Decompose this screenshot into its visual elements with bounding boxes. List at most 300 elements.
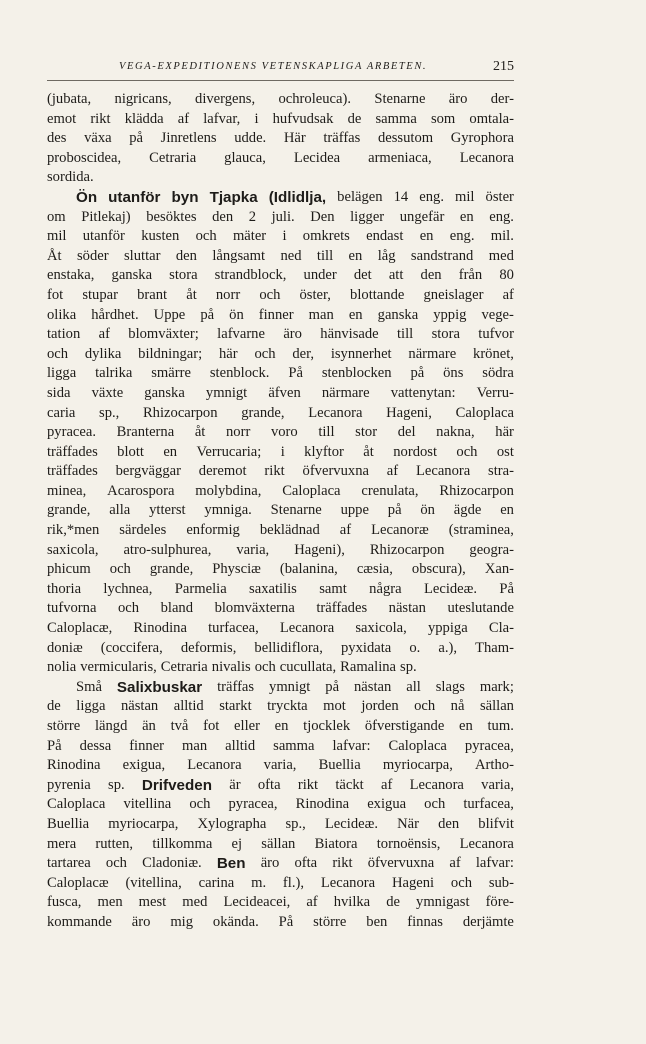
word: sp. <box>400 659 417 676</box>
word: Lecideæ. <box>423 580 478 597</box>
word: öster <box>485 188 514 205</box>
word: vattenytan: <box>390 384 456 401</box>
word: och <box>47 345 69 362</box>
word: de <box>47 698 61 715</box>
word: af <box>449 855 461 872</box>
word: sandstrand <box>410 247 474 264</box>
word: och <box>195 228 217 245</box>
text-line <box>47 717 514 737</box>
word: starkt <box>219 698 252 715</box>
word: äro <box>283 326 302 343</box>
word: grande, <box>47 502 91 519</box>
word: turfacea, <box>463 796 514 813</box>
word: krönet, <box>473 345 514 362</box>
word: tation <box>47 326 81 343</box>
word: träffades <box>47 443 98 460</box>
text-line <box>47 247 514 267</box>
text-line <box>47 168 514 188</box>
word: Stenarne <box>270 502 322 519</box>
word: och <box>189 796 211 813</box>
word: åt <box>363 443 374 460</box>
word: två <box>170 718 189 734</box>
word: kommande <box>47 913 112 930</box>
word: voro <box>270 424 298 441</box>
bold-term: byn <box>171 188 199 206</box>
text-line <box>47 854 514 874</box>
word: gneislager <box>423 286 484 303</box>
text-line <box>47 874 514 894</box>
text-line <box>47 462 514 482</box>
word: phicum <box>47 561 91 578</box>
word: låg <box>377 247 396 264</box>
word: Uppe <box>153 306 186 323</box>
word: grande, <box>241 404 285 421</box>
word: ytterst <box>149 502 186 519</box>
word: alla <box>109 502 131 519</box>
word: (straminea, <box>448 522 514 539</box>
word: nå <box>450 698 465 715</box>
word: blomväxterna <box>214 600 295 617</box>
word: i <box>280 443 285 460</box>
word: dessa <box>79 737 112 754</box>
body-text <box>47 90 514 933</box>
word: glauca, <box>224 149 266 166</box>
word: alltid <box>225 737 256 754</box>
word: rikt <box>264 463 285 480</box>
text-line <box>47 678 514 698</box>
word: mil. <box>490 228 514 245</box>
word: mark; <box>479 678 514 695</box>
word: vermicularis, <box>80 659 157 676</box>
word: sub- <box>488 874 514 891</box>
word: stora <box>169 267 198 284</box>
word: sp., <box>99 404 120 421</box>
word: Cla- <box>488 620 514 637</box>
word: ganska <box>144 384 185 401</box>
text-line <box>47 639 514 659</box>
word: Caloplacæ, <box>47 620 113 637</box>
word: endast <box>366 228 404 245</box>
text-line <box>47 306 514 326</box>
word: ligger <box>350 208 385 225</box>
word: af <box>98 326 110 343</box>
word: Tham- <box>475 639 514 656</box>
word: Caloplaca <box>282 482 341 499</box>
word: Caloplacæ <box>47 874 109 891</box>
word: Acarospora <box>107 482 175 499</box>
text-line <box>47 325 514 345</box>
word: stra- <box>488 463 514 480</box>
word: sp. <box>108 776 125 793</box>
word: ön <box>420 502 435 519</box>
word: Lecideacei, <box>223 894 291 911</box>
word: carina <box>198 874 235 891</box>
word: äro <box>448 91 468 107</box>
word: den <box>420 267 442 284</box>
text-line <box>47 227 514 247</box>
word: Xan- <box>484 561 514 578</box>
word: exigua, <box>122 757 166 774</box>
word: till <box>318 424 335 441</box>
word: bildningar; <box>138 345 203 362</box>
word: från <box>458 267 483 284</box>
word: växa <box>84 130 112 147</box>
text-line <box>47 893 514 913</box>
word: en <box>459 208 474 225</box>
word: kusten <box>141 228 180 245</box>
word: nivalis <box>211 659 251 676</box>
word: söder <box>76 247 109 264</box>
word: blottande <box>350 286 405 303</box>
word: om <box>47 208 66 225</box>
word: här <box>495 424 514 441</box>
text-line <box>47 913 514 933</box>
word: grande, <box>149 561 194 578</box>
word: träffades <box>316 600 368 617</box>
word: varia, <box>481 776 514 793</box>
word: ägde <box>453 502 482 519</box>
word: den <box>175 247 197 264</box>
word: träffas <box>323 130 361 147</box>
word: och <box>450 874 472 891</box>
word: Rhizocarpon <box>439 482 514 499</box>
word: jorden <box>361 698 399 715</box>
word: ymnigt <box>269 678 311 695</box>
word: enformig <box>186 522 240 539</box>
word: geogra- <box>469 541 514 558</box>
word: Rhizocarpon <box>142 404 218 421</box>
word: att <box>388 267 404 284</box>
word: till <box>397 326 414 343</box>
word: Caloplaca <box>388 737 447 754</box>
word: ganska <box>377 306 419 323</box>
word: öns <box>443 365 464 382</box>
bold-term: Drifveden <box>141 776 212 794</box>
word: Lecanora <box>320 874 376 891</box>
word: saxicola, <box>47 541 99 558</box>
word: eng. <box>449 228 475 245</box>
word: närmare <box>321 384 370 401</box>
text-line <box>47 501 514 521</box>
word: stupar <box>82 286 118 303</box>
word: vege- <box>481 306 514 323</box>
word: minea, <box>47 482 87 499</box>
word: mäter <box>232 228 267 245</box>
text-line <box>47 835 514 855</box>
word: uppe <box>340 502 369 519</box>
word: ganska <box>111 267 153 284</box>
word: saxicola, <box>355 620 407 637</box>
word: Buellia <box>47 815 90 832</box>
word: ned <box>280 247 302 264</box>
word: alltid <box>173 698 204 715</box>
word: Hageni, <box>386 404 432 421</box>
word: öfvervuxna <box>302 463 369 480</box>
word: de <box>347 110 362 127</box>
word: hårdhet. <box>91 306 139 323</box>
word: en <box>348 306 363 323</box>
word: nästan <box>120 698 159 715</box>
word: nästan <box>388 600 426 617</box>
text-line <box>47 619 514 639</box>
word: ymnigt <box>205 384 248 401</box>
word: (coccifera, <box>100 639 163 656</box>
word: här <box>219 345 238 362</box>
word: ej <box>231 835 243 852</box>
word: fot <box>203 718 220 734</box>
word: brant <box>137 286 168 303</box>
word: pyracea. <box>47 424 97 441</box>
word: pyrenia <box>47 776 91 793</box>
word: mil <box>47 228 67 245</box>
word: blott <box>117 443 144 460</box>
text-line <box>47 560 514 580</box>
word: Verrucaria; <box>196 443 262 460</box>
word: yppiga <box>427 620 468 637</box>
word: lychnea, <box>103 580 153 597</box>
word: samma <box>273 737 315 754</box>
word: ben <box>366 913 388 930</box>
word: Parmelia <box>174 580 227 597</box>
word: proboscidea, <box>47 149 122 166</box>
word: pyxidata <box>341 639 392 656</box>
word: den <box>438 815 460 832</box>
word: en <box>500 502 514 519</box>
word: dylika <box>84 345 122 362</box>
word: rikt <box>332 855 353 872</box>
word: stenblock. <box>209 365 270 382</box>
word: tufvor <box>478 326 514 343</box>
word: deremot <box>198 463 247 480</box>
word: träffas <box>217 678 255 695</box>
word: Biatora <box>314 835 358 852</box>
word: deformis, <box>180 639 237 656</box>
word: udde. <box>234 130 267 147</box>
word: ofta <box>294 855 318 872</box>
word: exigua <box>367 796 407 813</box>
word: ost <box>496 443 514 460</box>
word: nigricans, <box>114 91 172 107</box>
word: dessutom <box>377 130 434 147</box>
word: men <box>97 894 123 911</box>
word: omtala- <box>469 110 514 127</box>
word: samma <box>375 110 417 127</box>
word: Små <box>76 678 102 695</box>
word: På <box>288 365 303 382</box>
word: isynnerhet <box>330 345 392 362</box>
word: doniæ <box>47 639 83 656</box>
word: af <box>177 110 190 127</box>
word: talrika <box>95 365 133 382</box>
word: saxatilis <box>249 580 297 597</box>
word: större <box>47 718 81 734</box>
word: turfacea, <box>208 620 259 637</box>
word: norr <box>215 286 241 303</box>
word: klyftor <box>304 443 344 460</box>
word: Lecidea <box>293 149 341 166</box>
word: och <box>254 345 276 362</box>
word: juli. <box>271 208 295 225</box>
word: och <box>254 659 276 676</box>
bold-term: Tjapka <box>209 188 258 206</box>
word: beklädnad <box>259 522 320 539</box>
word: mil <box>455 188 475 205</box>
text-line <box>47 266 514 286</box>
word: cucullata, <box>279 659 337 676</box>
word: Lecanora <box>187 757 242 774</box>
word: rik,*men <box>47 522 100 539</box>
word: m. <box>251 874 267 891</box>
word: stor <box>355 424 378 441</box>
word: uteslutande <box>447 600 514 617</box>
word: armeniaca, <box>368 149 432 166</box>
word: bergväggar <box>115 463 181 480</box>
word: På <box>47 737 62 754</box>
running-title: VEGA-EXPEDITIONENS VETENSKAPLIGA ARBETEN. <box>119 61 428 72</box>
word: myriocarpa, <box>382 757 453 774</box>
word: en <box>163 443 178 460</box>
text-line <box>47 110 514 130</box>
word: tufvorna <box>47 600 97 617</box>
word: divergens, <box>195 91 256 107</box>
word: eng. <box>489 208 514 225</box>
word: (jubata, <box>47 91 92 107</box>
text-line <box>47 404 514 424</box>
word: samt <box>319 580 347 597</box>
text-line <box>47 795 514 815</box>
word: blomväxter; <box>128 326 199 343</box>
word: mot <box>323 698 346 715</box>
word: der, <box>292 345 315 362</box>
word: ungefär <box>399 208 445 225</box>
word: man <box>308 306 334 323</box>
word: med <box>182 894 208 911</box>
word: större <box>313 913 347 930</box>
word: i <box>254 110 259 127</box>
word: del <box>397 424 416 441</box>
word: varia, <box>236 541 270 558</box>
text-line <box>47 541 514 561</box>
word: träffades <box>47 463 98 480</box>
word: Här <box>283 130 306 147</box>
word: (vitellina, <box>125 874 182 891</box>
word: sida <box>47 384 71 401</box>
text-line <box>47 599 514 619</box>
word: lafvar, <box>203 110 241 127</box>
word: och <box>414 698 436 715</box>
word: ymnigast <box>416 894 470 911</box>
word: öfvervuxna <box>367 855 435 872</box>
text-line <box>47 482 514 502</box>
word: hänvisade <box>320 326 379 343</box>
word: bellidiflora, <box>254 639 323 656</box>
word: några <box>369 580 402 597</box>
word: ligga <box>76 698 106 715</box>
word: de <box>386 894 400 911</box>
text-line <box>47 658 514 678</box>
word: yppig <box>433 306 467 323</box>
word: blifvit <box>478 815 514 832</box>
word: Lecanoræ <box>371 522 429 539</box>
word: under <box>303 267 337 284</box>
word: Lecanora <box>459 149 514 166</box>
word: eng. <box>419 188 444 205</box>
word: Lecanora <box>308 404 363 421</box>
word: äfven <box>268 384 301 401</box>
word: derjämte <box>462 913 514 930</box>
word: Caloplaca <box>455 404 514 421</box>
word: af <box>502 286 514 303</box>
word: och <box>109 561 131 578</box>
word: tornoënsis, <box>376 835 441 852</box>
text-line <box>47 756 514 776</box>
word: (balanina, <box>279 561 338 578</box>
word: på <box>129 130 144 147</box>
word: slags <box>435 678 465 695</box>
word: ofta <box>257 776 281 793</box>
bold-term: Salixbuskar <box>116 678 203 696</box>
word: nakna, <box>436 424 475 441</box>
word: på <box>410 365 425 382</box>
word: bland <box>160 600 194 617</box>
word: Lecanora <box>415 463 471 480</box>
word: enstaka, <box>47 267 95 284</box>
word: tartarea <box>47 855 91 872</box>
word: öfverstigande <box>364 718 445 734</box>
word: rutten, <box>95 835 134 852</box>
word: belägen <box>337 188 383 205</box>
word: myriocarpa, <box>108 815 179 832</box>
word: Hageni <box>391 874 435 891</box>
word: der- <box>490 91 514 107</box>
word: af <box>386 463 399 480</box>
word: än <box>142 718 156 734</box>
word: öster, <box>299 286 331 303</box>
word: en <box>274 718 289 734</box>
word: täckt <box>335 776 364 793</box>
word: längd <box>94 718 128 734</box>
word: Gyrophora <box>450 130 514 147</box>
word: man <box>182 737 208 754</box>
word: tjocklek <box>303 718 351 734</box>
word: Lecideæ. <box>324 815 378 832</box>
word: tum. <box>487 718 514 734</box>
text-line <box>47 345 514 365</box>
word: lafvar: <box>332 737 371 754</box>
word: tillkomma <box>152 835 213 852</box>
word: Lecanora <box>279 620 335 637</box>
word: atro-sulphurea, <box>123 541 212 558</box>
word: före- <box>485 894 514 911</box>
word: ο. <box>409 639 421 656</box>
text-line <box>47 90 514 110</box>
word: växte <box>91 384 124 401</box>
text-line <box>47 188 514 208</box>
text-line <box>47 423 514 443</box>
word: den <box>212 208 234 225</box>
word: äro <box>260 855 280 872</box>
word: på <box>325 678 340 695</box>
word: molybdina, <box>195 482 262 499</box>
word: emot <box>47 110 77 127</box>
word: besöktes <box>146 208 197 225</box>
word: okända. <box>212 913 259 930</box>
word: Lecanora <box>459 835 514 852</box>
word: På <box>278 913 294 930</box>
word: mest <box>138 894 167 911</box>
text-line <box>47 697 514 717</box>
word: ön <box>229 306 244 323</box>
